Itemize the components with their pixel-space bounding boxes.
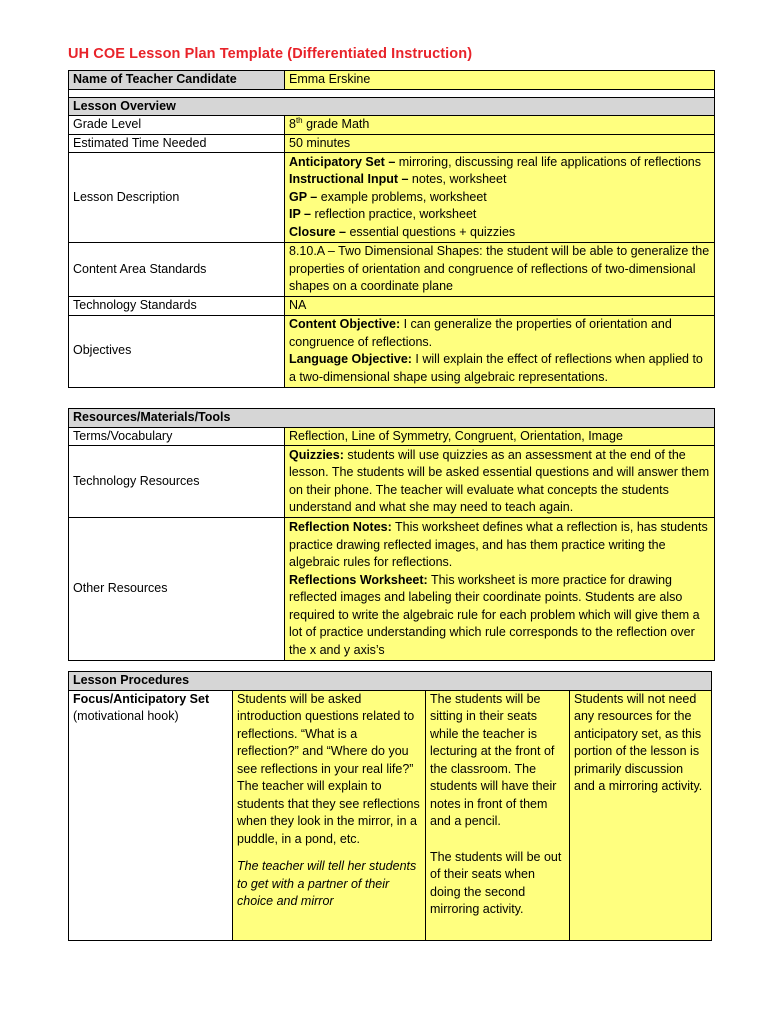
other-resources-value (285, 518, 715, 661)
grouping-paragraph-1: The students will be sitting in their seats while the teacher is lecturing at the front of the classroom. The students will have their notes in front of them and a pencil. (430, 691, 557, 828)
grade-level-value: 8th grade Math (285, 116, 715, 135)
technology-standards-label: Technology Standards (69, 297, 285, 316)
objectives-value (285, 315, 715, 387)
objectives-label: Objectives (69, 315, 285, 387)
content-standards-value: 8.10.A – Two Dimensional Shapes: the student will be able to generalize the properties of orientation and congruence of reflections of two-dimensional shapes on a coordinate plane (285, 243, 715, 297)
procedures-table (68, 671, 712, 941)
procedure-activity-cell (233, 690, 426, 940)
teacher-name-label: Name of Teacher Candidate (69, 71, 285, 90)
reflection-notes-item: Reflection Notes: This worksheet defines what a reflection is, has students practice drawing reflected images, and has them practice writing the algebraic rules for reflections. (289, 520, 708, 569)
technology-standards-value: NA (285, 297, 715, 316)
desc-item-ip: IP – reflection practice, worksheet (289, 207, 477, 222)
teacher-name-value: Emma Erskine (285, 71, 715, 90)
grade-level-label: Grade Level (69, 116, 285, 135)
desc-item-gp: GP – example problems, worksheet (289, 189, 487, 204)
procedure-materials-cell (570, 690, 712, 940)
activity-italic-paragraph: The teacher will tell her students to get with a partner of their choice and mirror (237, 859, 417, 908)
resources-table (68, 408, 715, 661)
terms-vocabulary-value: Reflection, Line of Symmetry, Congruent, Orientation, Image (285, 427, 715, 446)
technology-resources-value: Quizzies: students will use quizzies as an assessment at the end of the lesson. The students will be asked essential questions and will answer them on their phone. The teacher will evaluate what concepts the students understand and what she may need to teach again. (285, 446, 715, 518)
technology-resources-label: Technology Resources (69, 446, 285, 518)
overview-table (68, 70, 715, 388)
procedure-grouping-cell (426, 690, 570, 940)
time-needed-value: 50 minutes (285, 134, 715, 153)
desc-item-anticipatory: Anticipatory Set – mirroring, discussing real life applications of reflections (289, 154, 701, 169)
lesson-description-label: Lesson Description (69, 153, 285, 243)
other-resources-label: Other Resources (69, 518, 285, 661)
procedures-header: Lesson Procedures (69, 672, 712, 691)
focus-label-cell (69, 690, 233, 940)
activity-paragraph: Students will be asked introduction questions related to reflections. “What is a reflection?” and “Where do you see reflections in your real life?” The teacher will explain to students that they see reflections when they look in the mirror, in a puddle, in a pond, etc. (237, 691, 420, 846)
materials-paragraph: Students will not need any resources for the anticipatory set, as this portion of the lesson is primarily discussion and a mirroring activity. (574, 691, 703, 793)
content-standards-label: Content Area Standards (69, 243, 285, 297)
lesson-description-value (285, 153, 715, 243)
time-needed-label: Estimated Time Needed (69, 134, 285, 153)
focus-sublabel: (motivational hook) (73, 709, 179, 723)
language-objective: Language Objective: I will explain the effect of reflections when applied to a two-dimensional shape using algebraic representations. (289, 352, 703, 384)
content-objective: Content Objective: I can generalize the properties of orientation and congruence of reflections. (289, 317, 672, 349)
resources-header: Resources/Materials/Tools (69, 409, 715, 428)
desc-item-closure: Closure – essential questions + quizzies (289, 224, 516, 239)
focus-label: Focus/Anticipatory Set (73, 691, 210, 706)
reflections-worksheet-item: Reflections Worksheet: This worksheet is more practice for drawing reflected images and labeling their coordinate points. Students are also required to write the algebraic rule for each problem which will give them a lot of practice understanding which rule corresponds to the reflection over the x and y axis’s (289, 572, 700, 657)
document-title: UH COE Lesson Plan Template (Differentiated Instruction) (68, 46, 473, 62)
desc-item-instructional: Instructional Input – notes, worksheet (289, 172, 507, 187)
terms-vocabulary-label: Terms/Vocabulary (69, 427, 285, 446)
grouping-paragraph-2: The students will be out of their seats when doing the second mirroring activity. (430, 849, 562, 916)
lesson-overview-header: Lesson Overview (69, 97, 715, 116)
